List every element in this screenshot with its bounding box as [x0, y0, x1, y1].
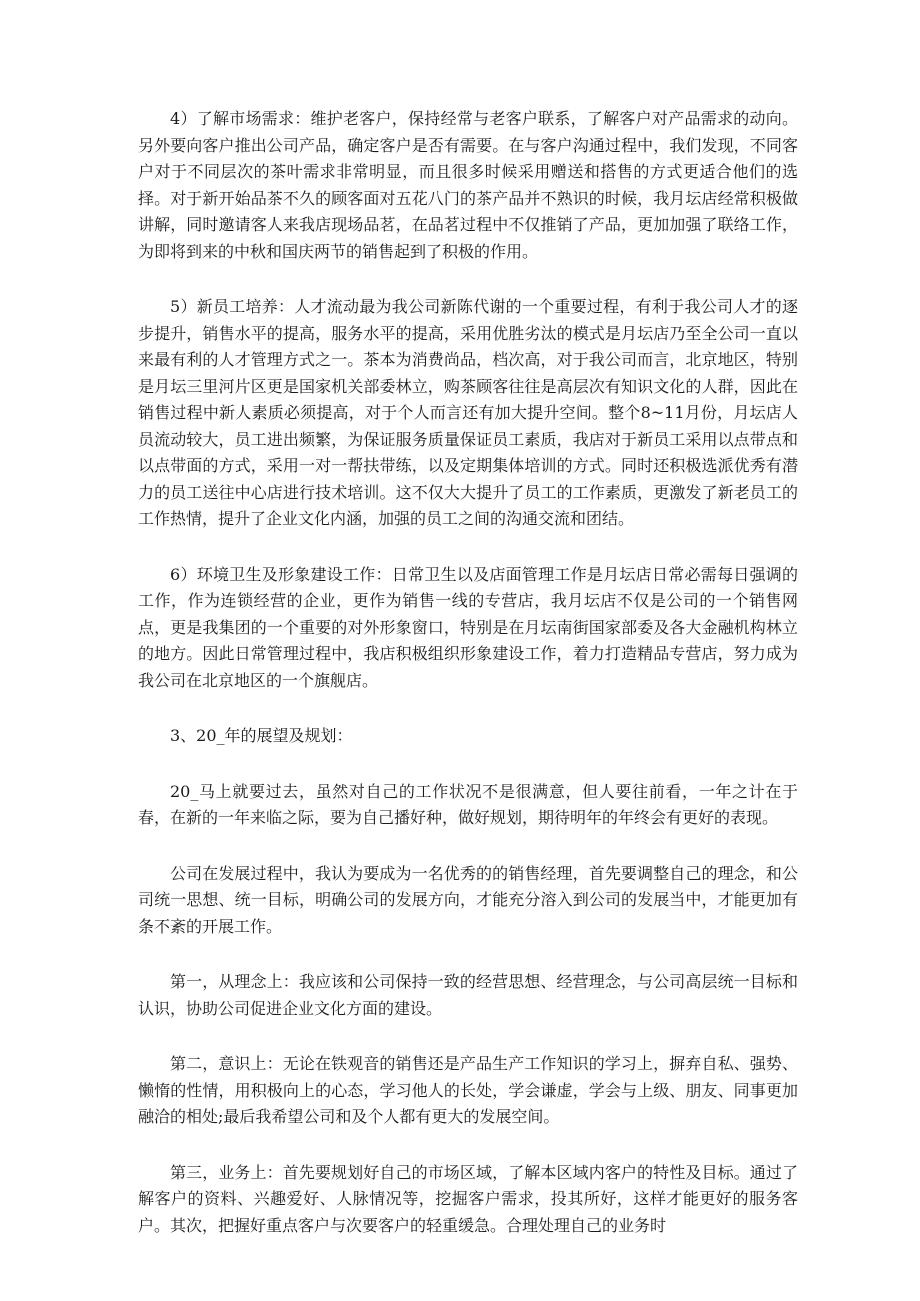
- section-heading-outlook: 3、20_年的展望及规划：: [170, 726, 353, 745]
- paragraph-first-concept: 第一，从理念上：我应该和公司保持一致的经营思想、经营理念，与公司高层统一目标和认识，协助公司促进企业文化方面的建设。: [138, 972, 798, 1018]
- paragraph-company-development: 公司在发展过程中，我认为要成为一名优秀的的销售经理，首先要调整自己的理念，和公司统一思想、统一目标，明确公司的发展方向，才能充分溶入到公司的发展当中，才能更加有条不紊的开展工作。: [138, 863, 798, 936]
- document-body: [138, 106, 798, 1268]
- paragraph-environment-image: 6）环境卫生及形象建设工作：日常卫生以及店面管理工作是月坛店日常必需每日强调的工作，作为连锁经营的企业，更作为销售一线的专营店，我月坛店不仅是公司的一个销售网点，更是我集团的一个重要的对外形象窗口，特别是在月坛南街国家部委及各大金融机构林立的地方。因此日常管理过程中，我店积极组织形象建设工作，着力打造精品专营店，努力成为我公司在北京地区的一个旗舰店。: [138, 564, 798, 690]
- paragraph-second-awareness: 第二，意识上：无论在铁观音的销售还是产品生产工作知识的学习上，摒弃自私、强势、懒惰的性情，用积极向上的心态，学习他人的长处，学会谦虚，学会与上级、朋友、同事更加融洽的相处;最后我希望公司和及个人都有更大的发展空间。: [138, 1054, 798, 1126]
- paragraph-market-demand: 4）了解市场需求：维护老客户，保持经常与老客户联系，了解客户对产品需求的动向。另外要向客户推出公司产品，确定客户是否有需要。在与客户沟通过程中，我们发现，不同客户对于不同层次的茶叶需求非常明显，而且很多时候采用赠送和搭售的方式更适合他们的选择。对于新开始品茶不久的顾客面对五花八门的茶产品并不熟识的时候，我月坛店经常积极做讲解，同时邀请客人来我店现场品茗，在品茗过程中不仅推销了产品，更加加强了联络工作，为即将到来的中秋和国庆两节的销售起到了积极的作用。: [138, 109, 798, 261]
- paragraph-year-review: 20_马上就要过去，虽然对自己的工作状况不是很满意，但人要往前看，一年之计在于春，在新的一年来临之际，要为自己播好种，做好规划，期待明年的年终会有更好的表现。: [138, 781, 798, 827]
- paragraph-new-staff-training: 5）新员工培养：人才流动最为我公司新陈代谢的一个重要过程，有利于我公司人才的逐步提升，销售水平的提高，服务水平的提高，采用优胜劣汰的模式是月坛店乃至全公司一直以来最有利的人才管理方式之一。茶本为消费尚品，档次高，对于我公司而言，北京地区，特别是月坛三里河片区更是国家机关部委林立，购茶顾客往往是高层次有知识文化的人群，因此在销售过程中新人素质必须提高，对于个人而言还有加大提升空间。整个8~11月份，月坛店人员流动较大，员工进出频繁，为保证服务质量保证员工素质，我店对于新员工采用以点带点和以点带面的方式，采用一对一帮扶带练，以及定期集体培训的方式。同时还积极选派优秀有潜力的员工送往中心店进行技术培训。这不仅大大提升了员工的工作素质，更激发了新老员工的工作热情，提升了企业文化内涵，加强的员工之间的沟通交流和团结。: [138, 297, 798, 528]
- paragraph-third-business: 第三，业务上：首先要规划好自己的市场区域，了解本区域内客户的特性及目标。通过了解客户的资料、兴趣爱好、人脉情况等，挖掘客户需求，投其所好，这样才能更好的服务客户。其次，把握好重点客户与次要客户的轻重缓急。合理处理自己的业务时: [138, 1162, 798, 1235]
